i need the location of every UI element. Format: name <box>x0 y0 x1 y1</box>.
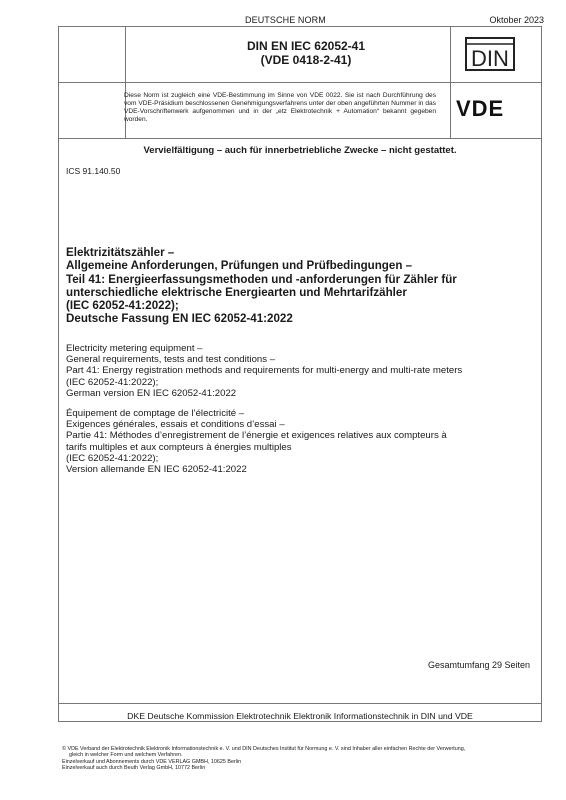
title-line: Partie 41: Méthodes d’enregistrement de l’énergie et exigences relatives aux compteurs à <box>66 430 447 442</box>
title-line: Part 41: Energy registration methods and requirements for multi-energy and multi-rate meters <box>66 365 463 377</box>
footer-line: © VDE Verband der Elektrotechnik Elektronik Informationstechnik e. V. und DIN Deutsches Institut für Normung e. V. sind Inhaber aller einfachen Rechte der Verwertung, <box>62 746 466 752</box>
title-line: Deutsche Fassung EN IEC 62052-41:2022 <box>66 312 293 326</box>
din-number: DIN EN IEC 62052-41 <box>246 39 366 53</box>
title-line: tarifs multiples et aux compteurs à énergies multiples <box>66 441 292 453</box>
document-number <box>180 39 432 67</box>
title-line: Allgemeine Anforderungen, Prüfungen und Prüfbedingungen – <box>66 259 413 273</box>
committee-name: DKE Deutsche Kommission Elektrotechnik Elektronik Informationstechnik in DIN und VDE <box>127 711 473 721</box>
title-line: (IEC 62052-41:2022); <box>66 452 159 464</box>
footer-line: Einzelverkauf auch durch Beuth Verlag GmbH, 10772 Berlin <box>62 765 206 772</box>
title-line: unterschiedliche elektrische Energiearten und Mehrtarifzähler <box>66 285 407 299</box>
copyright-footer <box>62 746 542 772</box>
title-line: Elektrizitätszähler – <box>66 246 175 259</box>
title-french <box>66 408 536 475</box>
din-logo-text: DIN <box>471 46 509 71</box>
copy-restriction: Vervielfältigung – auch für innerbetriebliche Zwecke – nicht gestattet. <box>143 145 457 156</box>
vde-notice: Diese Norm ist zugleich eine VDE-Bestimmung im Sinne von VDE 0022. Sie ist nach Durchführung des vom VDE-Präsidium beschlossenen Genehmigungsverfahrens unter der oben angeführten Nummer in das VDE-Vorschriftenwerk aufgenommen und in der „etz Elektrotechnik + Automation“ bekannt gegeben worden. <box>124 92 436 124</box>
vde-logo: VDE <box>456 96 505 121</box>
din-logo <box>465 37 515 71</box>
title-english <box>66 343 536 399</box>
title-line: Electricity metering equipment – <box>66 343 203 354</box>
ics-code: ICS 91.140.50 <box>66 166 121 176</box>
divider <box>59 703 541 704</box>
standard-type-label: DEUTSCHE NORM <box>245 15 326 25</box>
title-line: General requirements, tests and test conditions – <box>66 354 276 366</box>
title-line: (IEC 62052-41:2022); <box>66 299 179 313</box>
title-line: Équipement de comptage de l’électricité – <box>66 408 245 419</box>
vde-number: (VDE 0418-2-41) <box>260 53 352 67</box>
title-line: Teil 41: Energieerfassungsmethoden und -anforderungen für Zähler für <box>66 272 457 286</box>
total-pages: Gesamtumfang 29 Seiten <box>427 660 530 670</box>
title-line: Exigences générales, essais et conditions d’essai – <box>66 419 285 431</box>
footer-line: gleich in welcher Form und welchem Verfahren. <box>69 752 183 759</box>
footer-line: Einzelverkauf und Abonnements durch VDE VERLAG GMBH, 10625 Berlin <box>62 758 242 765</box>
title-german <box>66 246 536 326</box>
title-line: (IEC 62052-41:2022); <box>66 376 159 388</box>
divider <box>450 27 451 138</box>
divider <box>59 138 541 139</box>
title-line: Version allemande EN IEC 62052-41:2022 <box>66 464 247 476</box>
divider <box>59 82 541 83</box>
publication-date: Oktober 2023 <box>489 15 544 25</box>
title-line: German version EN IEC 62052-41:2022 <box>66 387 237 399</box>
